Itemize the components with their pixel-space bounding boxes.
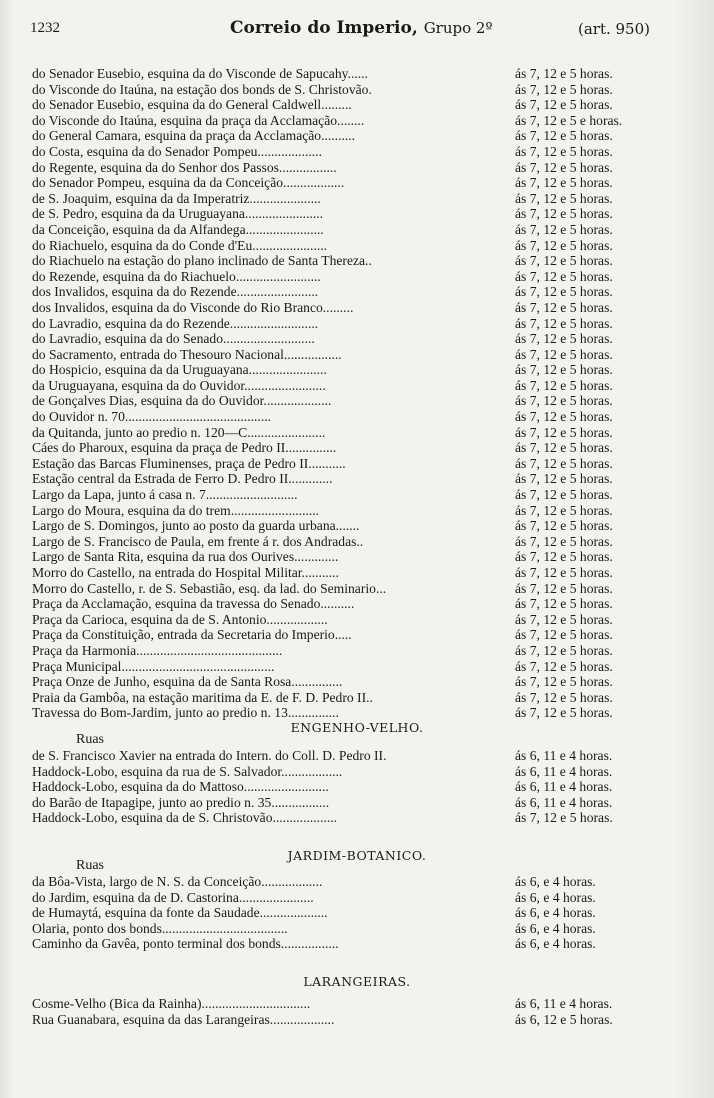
- schedule-hours: ás 7, 12 e 5 horas.: [515, 424, 613, 440]
- schedule-hours: ás 7, 12 e 5 horas.: [515, 377, 613, 393]
- location-text: Praça Onze de Junho, esquina da de Santa Rosa...............: [32, 674, 343, 690]
- schedule-hours: ás 7, 12 e 5 horas.: [515, 518, 613, 534]
- table-row: [0, 316, 714, 332]
- schedule-hours: ás 7, 12 e 5 horas.: [515, 221, 613, 237]
- location-text: Haddock-Lobo, esquina da do Mattoso.........................: [32, 779, 329, 795]
- table-row: [0, 810, 714, 826]
- location-text: Morro do Castello, r. de S. Sebastião, esq. da lad. do Seminario...: [32, 580, 387, 596]
- schedule-hours: ás 7, 12 e 5 horas.: [515, 284, 613, 300]
- article-reference: (art. 950): [577, 20, 650, 38]
- table-row: [0, 565, 714, 581]
- table-row: [0, 269, 714, 285]
- schedule-hours: ás 7, 12 e 5 horas.: [515, 206, 613, 222]
- location-text: Largo do Moura, esquina da do trem..........................: [32, 502, 320, 518]
- table-row: [0, 331, 714, 347]
- location-text: do Riachuelo na estação do plano inclinado de Santa Thereza..: [32, 253, 372, 269]
- location-text: Largo de S. Francisco de Paula, em frente á r. dos Andradas..: [32, 533, 364, 549]
- table-row: [0, 175, 714, 191]
- table-row: [0, 659, 714, 675]
- table-row: [0, 300, 714, 316]
- table-row: [0, 347, 714, 363]
- schedule-hours: ás 7, 12 e 5 horas.: [515, 705, 613, 721]
- location-text: da Quitanda, junto ao predio n. 120—C.......................: [32, 424, 326, 440]
- table-row: [0, 748, 714, 764]
- table-row: [0, 393, 714, 409]
- location-text: Largo de Santa Rita, esquina da rua dos Ourives.............: [32, 549, 339, 565]
- table-row: [0, 627, 714, 643]
- location-text: da Uruguayana, esquina da do Ouvidor........................: [32, 377, 326, 393]
- schedule-hours: ás 7, 12 e 5 horas.: [515, 533, 613, 549]
- table-row: [0, 191, 714, 207]
- page-header: [30, 18, 650, 42]
- location-text: Praia da Gambôa, na estação maritima da E. de F. D. Pedro II..: [32, 689, 373, 705]
- table-row: [0, 66, 714, 82]
- schedule-hours: ás 7, 12 e 5 horas.: [515, 611, 613, 627]
- table-row: [0, 362, 714, 378]
- table-row: [0, 82, 714, 98]
- table-row: [0, 409, 714, 425]
- schedule-hours: ás 7, 12 e 5 horas.: [515, 66, 613, 81]
- schedule-hours: ás 7, 12 e 5 horas.: [515, 455, 613, 471]
- schedule-hours: ás 7, 12 e 5 horas.: [515, 97, 613, 113]
- group-label: Grupo 2º: [423, 19, 493, 37]
- location-text: do Regente, esquina da do Senhor dos Passos.................: [32, 159, 337, 175]
- location-text: do Senador Eusebio, esquina da do Visconde de Sapucahy......: [32, 66, 368, 81]
- schedule-hours: ás 7, 12 e 5 e horas.: [515, 112, 623, 128]
- location-text: Haddock-Lobo, esquina da rua de S. Salvador..................: [32, 763, 343, 779]
- schedule-hours: ás 7, 12 e 5 horas.: [515, 143, 613, 159]
- section-title-larangeiras: LARANGEIRAS.: [303, 974, 411, 989]
- schedule-hours: ás 7, 12 e 5 horas.: [515, 128, 613, 144]
- table-row: [0, 128, 714, 144]
- location-text: do Jardim, esquina da de D. Castorina......................: [32, 889, 314, 905]
- location-text: do Barão de Itapagipe, junto ao predio n. 35.................: [32, 794, 330, 810]
- location-text: dos Invalidos, esquina da do Rezende........................: [32, 284, 319, 300]
- table-row: [0, 596, 714, 612]
- location-text: Praça da Harmonia...........................................: [32, 642, 283, 658]
- schedule-hours: ás 7, 12 e 5 horas.: [515, 175, 613, 191]
- location-text: Haddock-Lobo, esquina da de S. Christovão...................: [32, 810, 338, 826]
- table-row: [0, 253, 714, 269]
- schedule-hours: ás 7, 12 e 5 horas.: [515, 237, 613, 253]
- location-text: do Ouvidor n. 70...........................................: [32, 409, 272, 425]
- location-text: do Visconde do Itaúna, na estação dos bonds de S. Christovão.: [32, 81, 372, 97]
- table-row: [0, 456, 714, 472]
- location-text: Cáes do Pharoux, esquina da praça de Pedro II...............: [32, 440, 337, 456]
- location-text: de S. Francisco Xavier na entrada do Intern. do Coll. D. Pedro II.: [32, 748, 387, 763]
- schedule-hours: ás 7, 12 e 5 horas.: [515, 268, 613, 284]
- schedule-hours: ás 7, 12 e 5 horas.: [515, 299, 613, 315]
- location-text: do Rezende, esquina da do Riachuelo.........................: [32, 268, 321, 284]
- section-main-list: [0, 66, 714, 721]
- table-row: [0, 581, 714, 597]
- schedule-hours: ás 6, e 4 horas.: [515, 874, 596, 889]
- schedule-hours: ás 7, 12 e 5 horas.: [515, 580, 613, 596]
- location-text: da Conceição, esquina da da Alfandega.......................: [32, 221, 324, 237]
- schedule-hours: ás 6, 12 e 5 horas.: [515, 1012, 613, 1027]
- schedule-hours: ás 6, e 4 horas.: [515, 920, 596, 936]
- table-row: [0, 440, 714, 456]
- location-text: Olaria, ponto dos bonds.....................................: [32, 920, 288, 936]
- table-row: [0, 284, 714, 300]
- table-row: [0, 144, 714, 160]
- location-text: de S. Pedro, esquina da da Uruguayana.......................: [32, 206, 324, 222]
- schedule-hours: ás 7, 12 e 5 horas.: [515, 81, 613, 97]
- schedule-hours: ás 7, 12 e 5 horas.: [515, 627, 613, 643]
- location-text: do Senador Pompeu, esquina da da Conceição..................: [32, 175, 345, 191]
- table-row: [0, 996, 714, 1012]
- schedule-hours: ás 6, 11 e 4 horas.: [515, 763, 613, 779]
- location-text: Praça Municipal.............................................: [32, 658, 275, 674]
- schedule-hours: ás 7, 12 e 5 horas.: [515, 596, 613, 612]
- schedule-hours: ás 7, 12 e 5 horas.: [515, 502, 613, 518]
- table-row: [0, 905, 714, 921]
- table-row: [0, 921, 714, 937]
- schedule-hours: ás 6, e 4 horas.: [515, 889, 596, 905]
- table-row: [0, 378, 714, 394]
- section-title-engenho-velho: ENGENHO-VELHO.: [290, 720, 424, 735]
- location-text: do Riachuelo, esquina da do Conde d'Eu......................: [32, 237, 328, 253]
- location-text: Estação das Barcas Fluminenses, praça de Pedro II...........: [32, 455, 346, 471]
- table-row: [0, 534, 714, 550]
- page-title: [230, 18, 493, 38]
- schedule-hours: ás 7, 12 e 5 horas.: [515, 674, 613, 690]
- table-row: [0, 874, 714, 890]
- schedule-hours: ás 7, 12 e 5 horas.: [515, 315, 613, 331]
- page-number: 1232: [30, 20, 60, 36]
- table-row: [0, 674, 714, 690]
- table-row: [0, 518, 714, 534]
- schedule-hours: ás 7, 12 e 5 horas.: [515, 331, 613, 347]
- location-text: da Bôa-Vista, largo de N. S. da Conceição..................: [32, 874, 323, 889]
- location-text: Largo de S. Domingos, junto ao posto da guarda urbana.......: [32, 518, 360, 534]
- table-row: [0, 503, 714, 519]
- schedule-hours: ás 7, 12 e 5 horas.: [515, 362, 613, 378]
- table-row: [0, 97, 714, 113]
- section-engenho-velho-list: [0, 748, 714, 826]
- page-title-text: Correio do Imperio,: [230, 18, 418, 38]
- table-row: [0, 795, 714, 811]
- schedule-hours: ás 7, 12 e 5 horas.: [515, 810, 613, 826]
- schedule-hours: ás 7, 12 e 5 horas.: [515, 565, 613, 580]
- schedule-hours: ás 6, 11 e 4 horas.: [515, 779, 613, 795]
- schedule-hours: ás 6, 11 e 4 horas.: [515, 794, 613, 810]
- table-row: [0, 1012, 714, 1028]
- ruas-label-jardim-botanico: Ruas: [76, 858, 104, 873]
- section-jardim-botanico-list: [0, 874, 714, 952]
- schedule-hours: ás 7, 12 e 5 horas.: [515, 549, 613, 565]
- schedule-hours: ás 7, 12 e 5 horas.: [515, 658, 613, 674]
- schedule-hours: ás 7, 12 e 5 horas.: [515, 393, 613, 409]
- section-larangeiras-list: [0, 996, 714, 1028]
- table-row: [0, 779, 714, 795]
- table-row: [0, 206, 714, 222]
- table-row: [0, 549, 714, 565]
- schedule-hours: ás 7, 12 e 5 horas.: [515, 346, 613, 362]
- table-row: [0, 612, 714, 628]
- table-row: [0, 936, 714, 952]
- location-text: do Lavradio, esquina da do Rezende..........................: [32, 315, 319, 331]
- location-text: do Lavradio, esquina da do Senado...........................: [32, 331, 315, 347]
- table-row: [0, 690, 714, 706]
- location-text: do Costa, esquina da do Senador Pompeu...................: [32, 143, 322, 159]
- location-text: Cosme-Velho (Bica da Rainha)................................: [32, 996, 311, 1011]
- schedule-hours: ás 7, 12 e 5 horas.: [515, 190, 613, 206]
- table-row: [0, 222, 714, 238]
- location-text: Praça da Acclamação, esquina da travessa do Senado..........: [32, 596, 355, 612]
- schedule-hours: ás 6, e 4 horas.: [515, 905, 596, 921]
- location-text: do Senador Eusebio, esquina da do General Caldwell.........: [32, 97, 352, 113]
- table-row: [0, 890, 714, 906]
- location-text: Largo da Lapa, junto á casa n. 7...........................: [32, 487, 298, 503]
- schedule-hours: ás 6, e 4 horas.: [515, 936, 596, 952]
- location-text: dos Invalidos, esquina da do Visconde do Rio Branco.........: [32, 299, 354, 315]
- table-row: [0, 471, 714, 487]
- location-text: Praça da Carioca, esquina da de S. Antonio..................: [32, 611, 328, 627]
- location-text: Travessa do Bom-Jardim, junto ao predio n. 13...............: [32, 705, 339, 721]
- location-text: do Sacramento, entrada do Thesouro Nacional.................: [32, 346, 342, 362]
- location-text: Praça da Constituição, entrada da Secretaria do Imperio.....: [32, 627, 352, 643]
- schedule-hours: ás 6, 11 e 4 horas.: [515, 748, 613, 763]
- table-row: [0, 705, 714, 721]
- table-row: [0, 113, 714, 129]
- location-text: de Gonçalves Dias, esquina da do Ouvidor....................: [32, 393, 332, 409]
- table-row: [0, 425, 714, 441]
- location-text: de S. Joaquim, esquina da da Imperatriz.....................: [32, 190, 321, 206]
- location-text: do Visconde do Itaúna, esquina da praça da Acclamação........: [32, 112, 365, 128]
- location-text: Rua Guanabara, esquina da das Larangeiras...................: [32, 1012, 335, 1027]
- schedule-hours: ás 7, 12 e 5 horas.: [515, 471, 613, 487]
- ruas-label-engenho-velho: Ruas: [76, 732, 104, 747]
- location-text: de Humaytá, esquina da fonte da Saudade....................: [32, 905, 328, 921]
- schedule-hours: ás 7, 12 e 5 horas.: [515, 689, 613, 705]
- schedule-hours: ás 7, 12 e 5 horas.: [515, 409, 613, 425]
- section-title-jardim-botanico: JARDIM-BOTANICO.: [287, 848, 427, 863]
- location-text: do General Camara, esquina da praça da Acclamação..........: [32, 128, 356, 144]
- location-text: Estação central da Estrada de Ferro D. Pedro II.............: [32, 471, 333, 487]
- location-text: Morro do Castello, na entrada do Hospital Militar...........: [32, 565, 339, 580]
- schedule-hours: ás 7, 12 e 5 horas.: [515, 440, 613, 456]
- schedule-hours: ás 6, 11 e 4 horas.: [515, 996, 613, 1011]
- table-row: [0, 160, 714, 176]
- location-text: Caminho da Gavêa, ponto terminal dos bonds.................: [32, 936, 339, 952]
- schedule-hours: ás 7, 12 e 5 horas.: [515, 642, 613, 658]
- table-row: [0, 487, 714, 503]
- table-row: [0, 643, 714, 659]
- schedule-hours: ás 7, 12 e 5 horas.: [515, 159, 613, 175]
- location-text: do Hospicio, esquina da da Uruguayana.......................: [32, 362, 327, 378]
- schedule-hours: ás 7, 12 e 5 horas.: [515, 487, 613, 503]
- table-row: [0, 764, 714, 780]
- schedule-hours: ás 7, 12 e 5 horas.: [515, 253, 613, 269]
- table-row: [0, 238, 714, 254]
